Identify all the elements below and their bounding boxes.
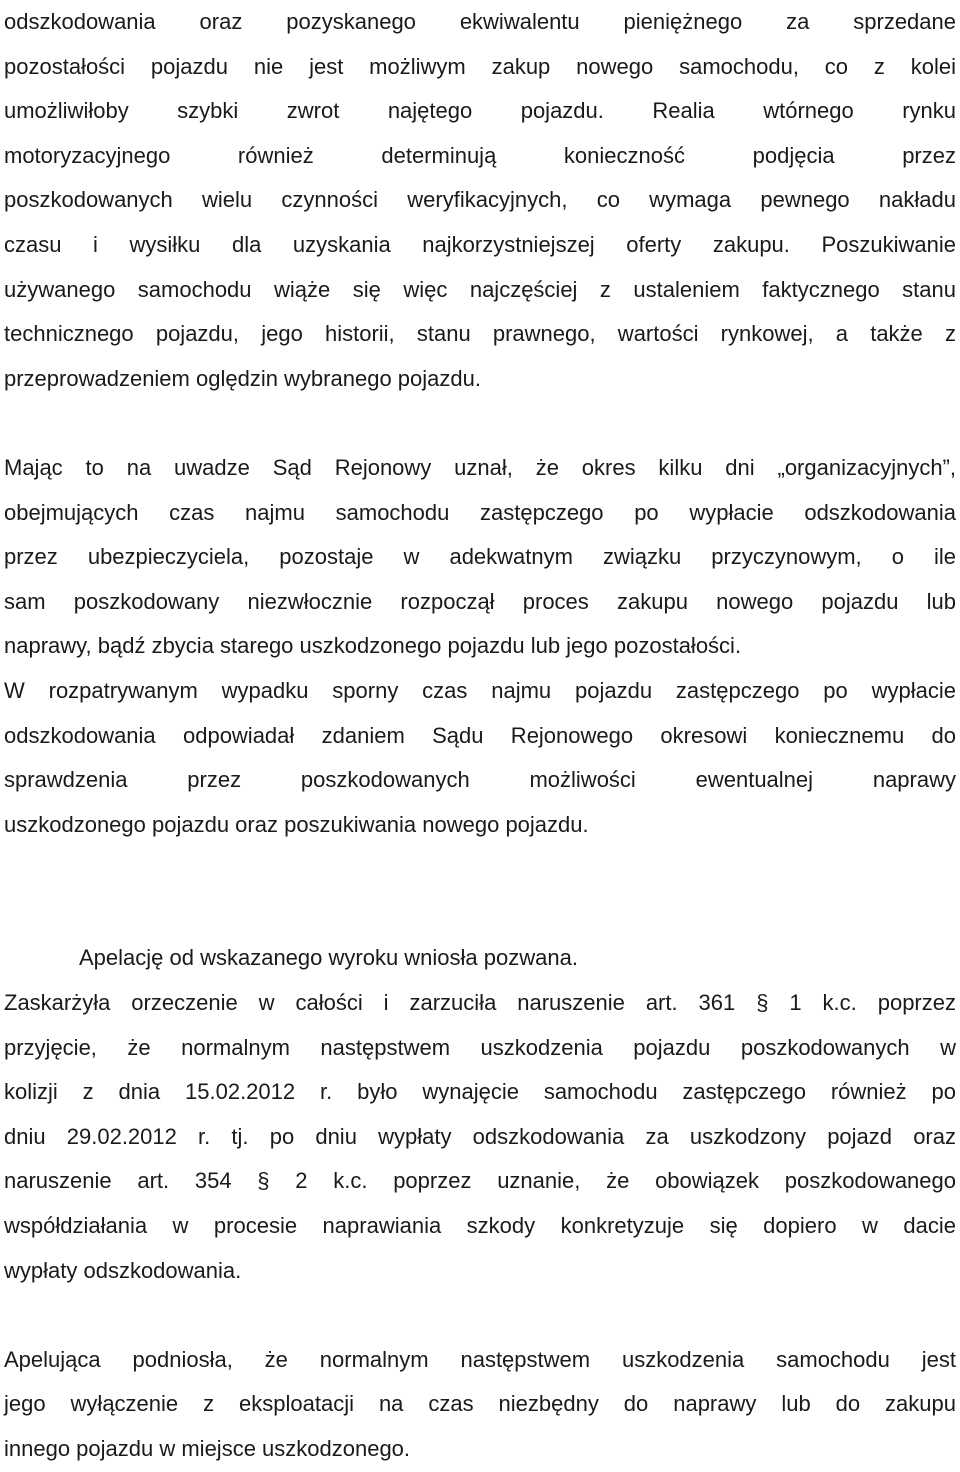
text-line: odszkodowania oraz pozyskanego ekwiwalentu pieniężnego za sprzedane — [4, 9, 956, 34]
text-line: motoryzacyjnego również determinują konieczność podjęcia przez — [4, 142, 956, 168]
text-line: przeprowadzeniem oględzin wybranego pojazdu. — [4, 365, 481, 391]
text-line: wypłaty odszkodowania. — [4, 1257, 242, 1283]
text-line: innego pojazdu w miejsce uszkodzonego. — [4, 1436, 411, 1461]
text-line: pozostałości pojazdu nie jest możliwym zakup nowego samochodu, co z kolei — [4, 53, 956, 79]
text-line: poszkodowanych wielu czynności weryfikacyjnych, co wymaga pewnego nakładu — [4, 187, 956, 213]
text-line: dniu 29.02.2012 r. tj. po dniu wypłaty odszkodowania za uszkodzony pojazd oraz — [4, 1123, 956, 1149]
text-line: Zaskarżyła orzeczenie w całości i zarzuciła naruszenie art. 361 § 1 k.c. poprzez — [4, 990, 956, 1016]
text-line: czasu i wysiłku dla uzyskania najkorzystniejszej oferty zakupu. Poszukiwanie — [4, 231, 956, 257]
text-line: przez ubezpieczyciela, pozostaje w adekwatnym związku przyczynowym, o ile — [4, 544, 956, 570]
text-line: współdziałania w procesie naprawiania szkody konkretyzuje się dopiero w dacie — [4, 1213, 956, 1239]
paragraph-spacer — [4, 1293, 956, 1338]
paragraph-spacer — [4, 401, 956, 446]
paragraph-continuation — [4, 0, 956, 401]
text-line: odszkodowania odpowiadał zdaniem Sądu Rejonowego okresowi koniecznemu do — [4, 722, 956, 748]
text-line: obejmujących czas najmu samochodu zastępczego po wypłacie odszkodowania — [4, 499, 956, 525]
text-line: sam poszkodowany niezwłocznie rozpoczął proces zakupu nowego pojazdu lub — [4, 588, 956, 614]
text-line: naprawy, bądź zbycia starego uszkodzonego pojazdu lub jego pozostałości. — [4, 633, 742, 659]
paragraph-court-finding — [4, 446, 956, 669]
paragraph-spacer — [4, 847, 956, 936]
text-line: naruszenie art. 354 § 2 k.c. poprzez uznanie, że obowiązek poszkodowanego — [4, 1168, 956, 1194]
text-line: Apelująca podniosła, że normalnym następstwem uszkodzenia samochodu jest — [4, 1346, 956, 1372]
text-line: technicznego pojazdu, jego historii, stanu prawnego, wartości rynkowej, a także z — [4, 321, 956, 347]
text-line: używanego samochodu wiąże się więc najczęściej z ustaleniem faktycznego stanu — [4, 276, 956, 302]
paragraph-disputed-period — [4, 669, 956, 847]
text-line: przyjęcie, że normalnym następstwem uszkodzenia pojazdu poszkodowanych w — [4, 1034, 956, 1060]
paragraph-appeal-intro — [4, 936, 956, 981]
text-line: umożliwiłoby szybki zwrot najętego pojazdu. Realia wtórnego rynku — [4, 98, 956, 124]
text-line: jego wyłączenie z eksploatacji na czas niezbędny do naprawy lub do zakupu — [4, 1391, 956, 1417]
document-page — [4, 0, 956, 1472]
text-line: W rozpatrywanym wypadku sporny czas najmu pojazdu zastępczego po wypłacie — [4, 677, 956, 703]
text-line: sprawdzenia przez poszkodowanych możliwości ewentualnej naprawy — [4, 767, 956, 793]
text-line: Apelację od wskazanego wyroku wniosła pozwana. — [79, 945, 578, 971]
paragraph-appeal-charges — [4, 981, 956, 1293]
text-line: uszkodzonego pojazdu oraz poszukiwania nowego pojazdu. — [4, 811, 589, 837]
paragraph-appellant-argument — [4, 1338, 956, 1472]
text-line: Mając to na uwadze Sąd Rejonowy uznał, że okres kilku dni „organizacyjnych”, — [4, 454, 956, 480]
text-line: kolizji z dnia 15.02.2012 r. było wynajęcie samochodu zastępczego również po — [4, 1079, 956, 1105]
